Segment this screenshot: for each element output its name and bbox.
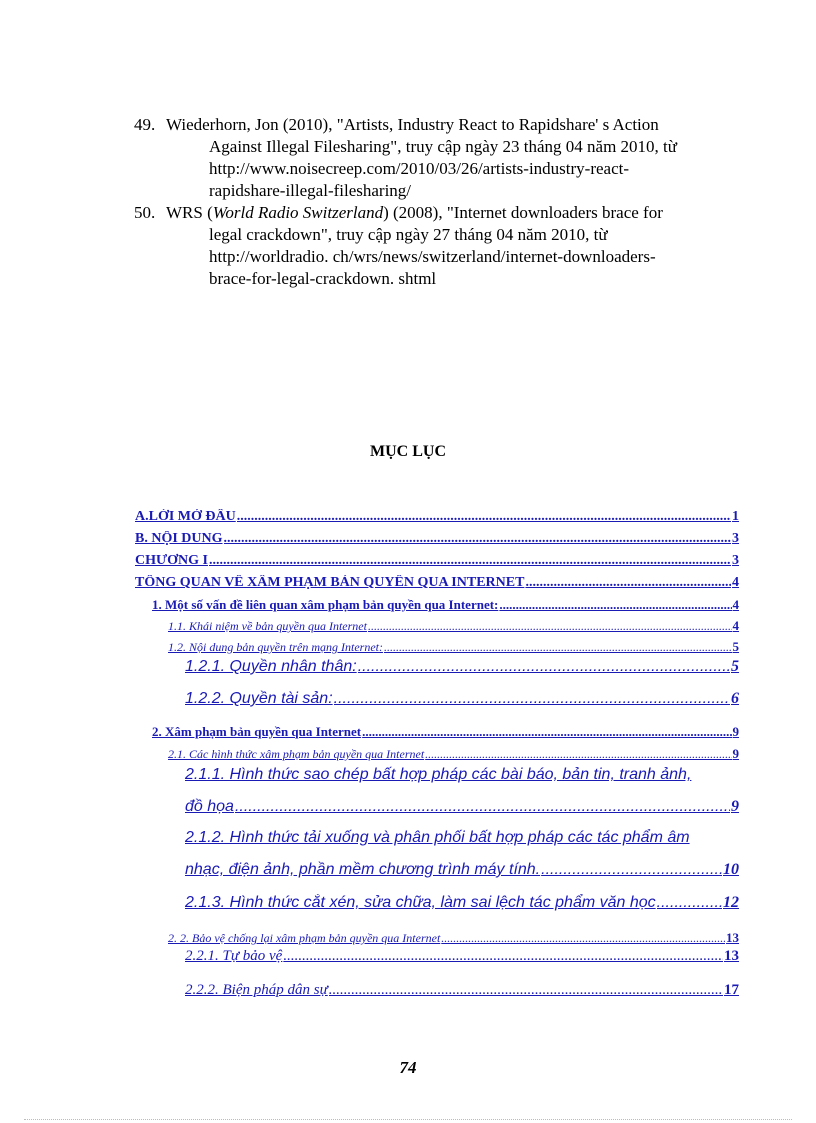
toc-entry-text: 1.1. Khái niệm về bản quyền qua Internet [168, 619, 367, 633]
toc-link-section-2-1-1-line1[interactable]: 2.1.1. Hình thức sao chép bất hợp pháp các bài báo, bản tin, tranh ảnh, [185, 766, 692, 783]
toc-entry-page: 9 [731, 798, 739, 815]
reference-italic-title: World Radio Switzerland [212, 203, 384, 222]
toc-entry-text: B. NỘI DUNG [135, 531, 223, 546]
toc-link-section-2-1-2[interactable] [185, 861, 739, 879]
toc-entry-page: 17 [724, 982, 739, 998]
reference-number: 49. [134, 115, 156, 134]
toc-link-section-2[interactable] [152, 724, 739, 740]
reference-prefix: WRS ( [166, 203, 213, 222]
toc-entry-text: 2.2.2. Biện pháp dân sự [185, 982, 328, 998]
toc-link-section-1-2[interactable] [168, 639, 739, 655]
page-bottom-edge [24, 1119, 792, 1120]
toc-entry-text: 1.2.2. Quyền tài sản: [185, 690, 333, 707]
toc-entry-page: 9 [732, 724, 739, 739]
toc-link-section-1-2-1[interactable] [185, 658, 739, 676]
toc-entry-page: 10 [723, 861, 739, 878]
toc-link-tong-quan[interactable] [135, 575, 739, 591]
toc-entry-page: 4 [732, 618, 739, 633]
toc-link-chuong-1[interactable] [135, 553, 739, 569]
toc-entry-text: 2. Xâm phạm bản quyền qua Internet [152, 724, 362, 739]
toc-entry-text: nhạc, điện ảnh, phần mềm chương trình máy tính. [185, 861, 541, 878]
toc-entry-text: CHƯƠNG I [135, 553, 208, 568]
toc-entry-page: 6 [731, 690, 739, 707]
toc-entry-text: 2.1. Các hình thức xâm phạm bản quyền qua Internet [168, 747, 425, 761]
toc-entry-page: 13 [726, 930, 739, 945]
reference-number: 50. [134, 203, 156, 222]
toc-entry-page: 3 [732, 531, 739, 546]
toc-entry-page: 4 [732, 597, 739, 612]
toc-link-section-2-2-2[interactable] [185, 982, 739, 999]
toc-entry-page: 5 [731, 658, 739, 675]
reference-suffix: ) (2008), "Internet downloaders brace for [383, 203, 663, 222]
toc-entry-text: 2. 2. Bảo vệ chống lại xâm phạm bản quyền qua Internet [168, 931, 441, 945]
toc-link-section-1-2-2[interactable] [185, 690, 739, 708]
reference-line: rapidshare-illegal-filesharing/ [209, 181, 412, 200]
toc-entry-text: 1. Một số vấn đề liên quan xâm phạm bản quyền qua Internet: [152, 597, 499, 612]
toc-entry-page: 13 [724, 948, 739, 964]
toc-link-section-2-2-1[interactable] [185, 948, 739, 965]
toc-link-loi-mo-dau[interactable] [135, 509, 739, 525]
toc-entry-page: 5 [732, 639, 739, 654]
reference-line: Wiederhorn, Jon (2010), "Artists, Industry React to Rapidshare' s Action [166, 115, 659, 134]
toc-link-section-1[interactable] [152, 597, 739, 613]
reference-line: http://worldradio. ch/wrs/news/switzerland/internet-downloaders- [209, 247, 656, 266]
toc-entry-page: 12 [723, 894, 739, 911]
toc-entry-text: TỔNG QUAN VỀ XÂM PHẠM BẢN QUYỀN QUA INTERNET [135, 575, 525, 590]
toc-link-section-2-1-2-line1[interactable]: 2.1.2. Hình thức tải xuống và phân phối bất hợp pháp các tác phẩm âm [185, 829, 690, 846]
toc-entry-page: 1 [732, 509, 739, 524]
page-number: 74 [399, 1058, 417, 1077]
toc-entry-page: 3 [732, 553, 739, 568]
reference-line: brace-for-legal-crackdown. shtml [209, 269, 437, 288]
toc-entry-text: 2.2.1. Tự bảo vệ [185, 948, 283, 964]
toc-entry-text: đồ họa [185, 798, 234, 815]
toc-link-section-2-1-3[interactable] [185, 894, 739, 912]
toc-entry-page: 4 [732, 575, 739, 590]
toc-link-section-2-1[interactable] [168, 746, 739, 762]
toc-entry-page: 9 [732, 746, 739, 761]
toc-entry-text: 1.2.1. Quyền nhân thân: [185, 658, 357, 675]
toc-title: MỤC LỤC [370, 443, 446, 460]
reference-line: http://www.noisecreep.com/2010/03/26/artists-industry-react- [209, 159, 630, 178]
toc-entry-text: 2.1.3. Hình thức cắt xén, sửa chữa, làm sai lệch tác phẩm văn học [185, 894, 656, 911]
toc-entry-text: 1.2. Nội dung bản quyền trên mạng Internet: [168, 640, 383, 654]
reference-line: legal crackdown", truy cập ngày 27 tháng 04 năm 2010, từ [209, 225, 608, 244]
toc-link-noi-dung[interactable] [135, 531, 739, 547]
toc-link-section-2-2[interactable] [168, 930, 739, 946]
toc-link-section-2-1-1[interactable] [185, 798, 739, 816]
toc-link-section-1-1[interactable] [168, 618, 739, 634]
reference-line: Against Illegal Filesharing", truy cập ngày 23 tháng 04 năm 2010, từ [209, 137, 677, 156]
toc-entry-text: A.LỜI MỞ ĐẦU [135, 509, 236, 524]
